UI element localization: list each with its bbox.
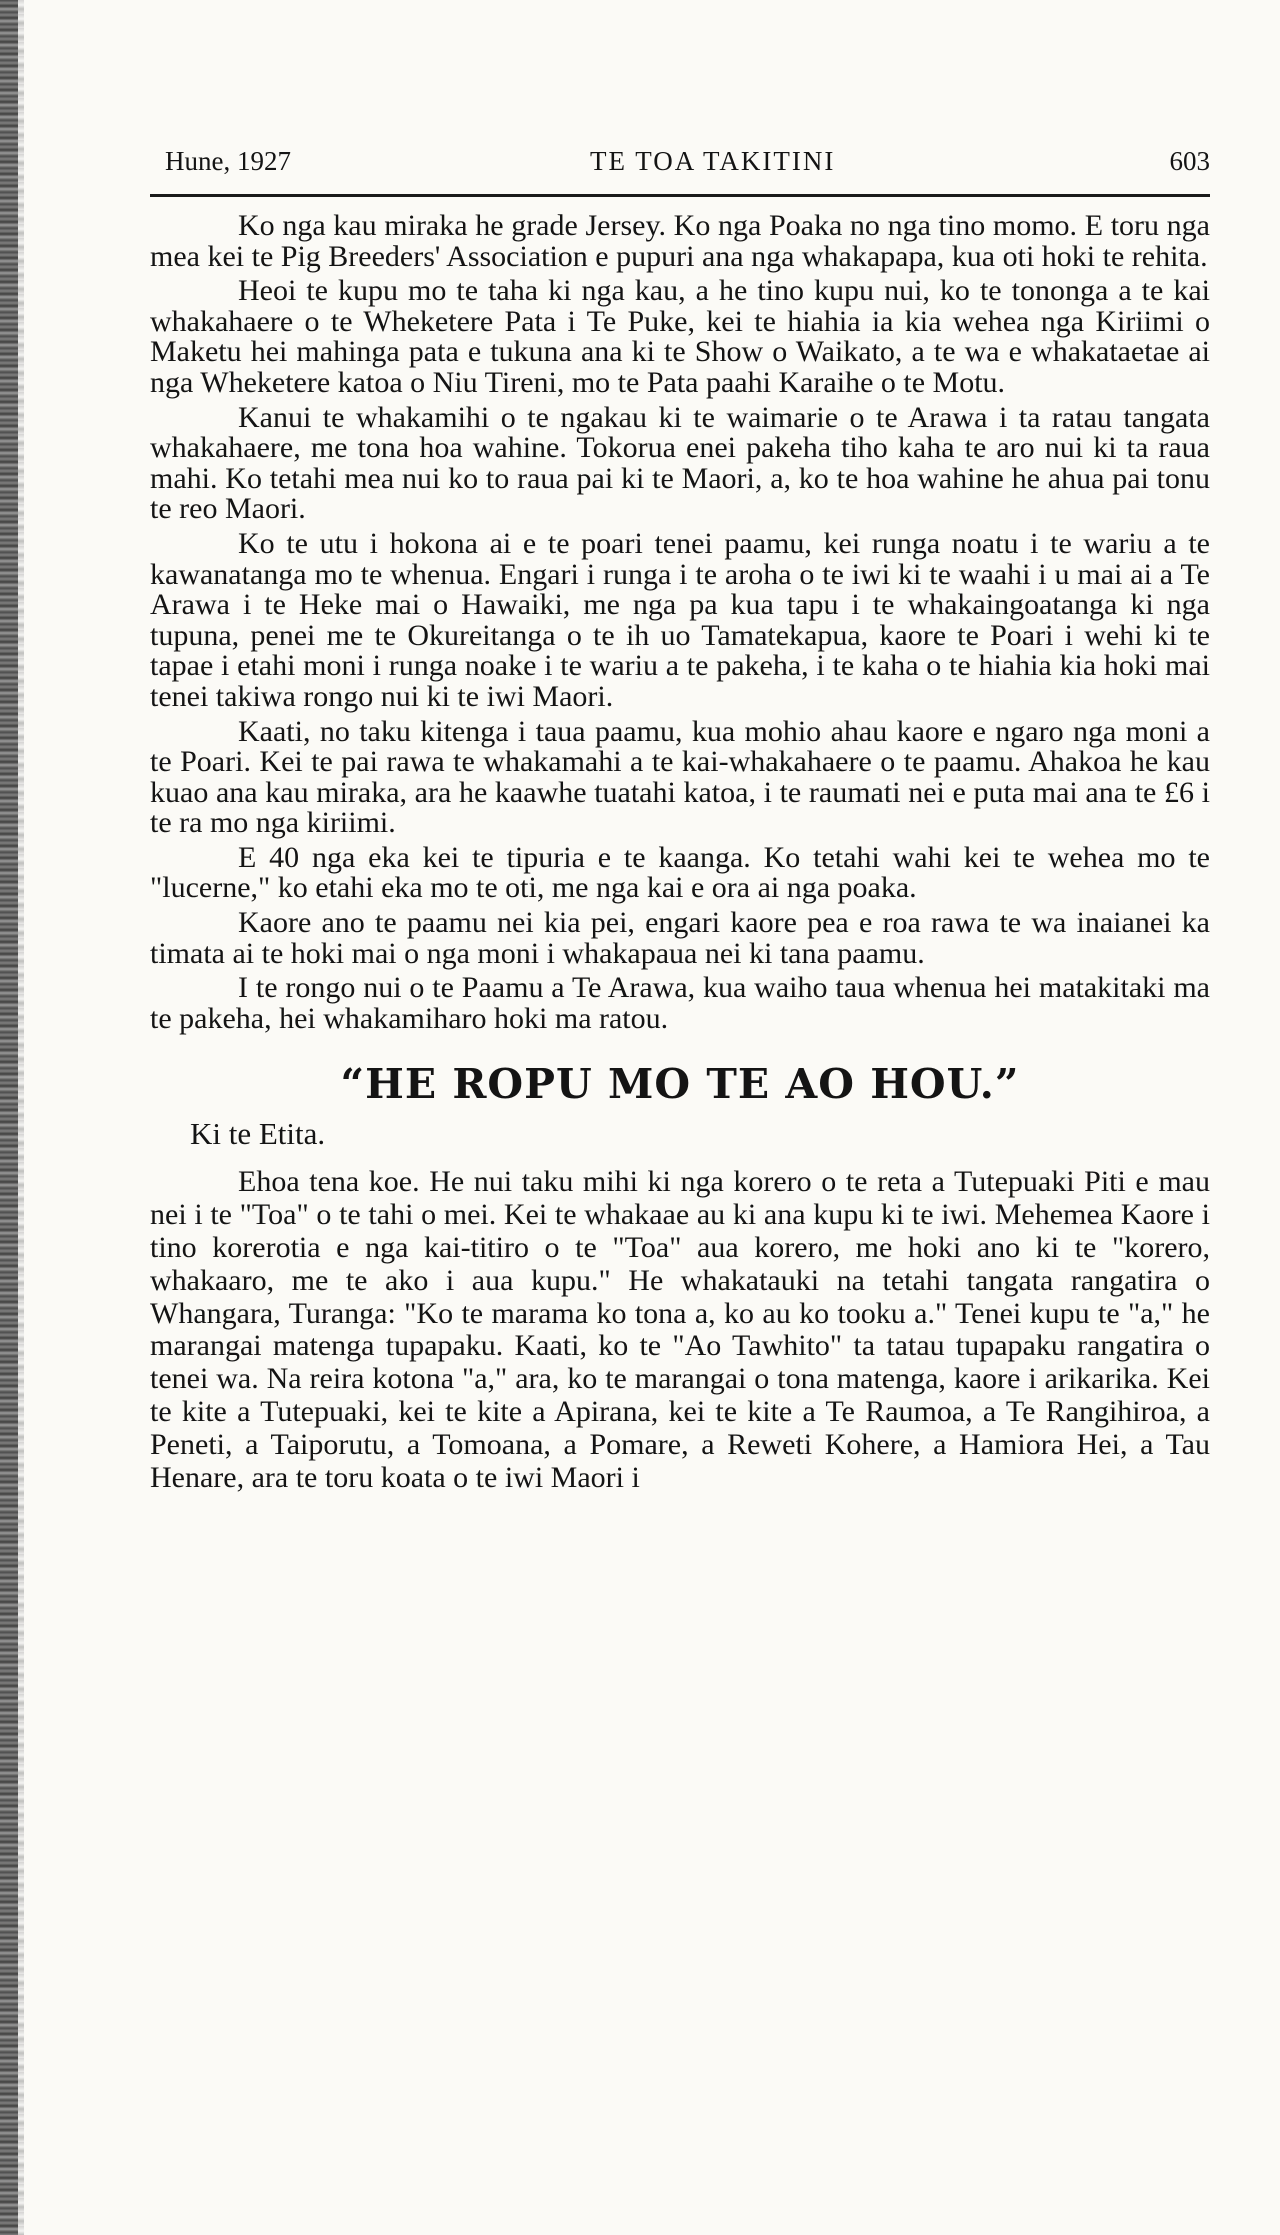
header-page-number: 603	[1169, 146, 1210, 176]
paragraph: Kaati, no taku kitenga i taua paamu, kua mohio ahau kaore e ngaro nga moni a te Poari. Kei te pai rawa te whakamahi a te kai-whakahaere o te paamu. Ahakoa he kau kuao ana kau miraka, ara he kaawhe tuatahi katoa, i te raumati nei e puta mai ana te £6 i te ra mo nga kiriimi.	[150, 714, 1210, 840]
running-header	[150, 130, 1210, 197]
paragraph: I te rongo nui o te Paamu a Te Arawa, kua waiho taua whenua hei matakitaki ma te pakeha, hei whakamiharo hoki ma ratou.	[150, 971, 1210, 1035]
paragraph: E 40 nga eka kei te tipuria e te kaanga. Ko tetahi wahi kei te wehea mo te "lucerne," ko etahi eka mo te oti, me nga kai e ora ai nga poaka.	[150, 840, 1210, 905]
article-body	[150, 211, 1210, 1034]
letter-salutation: Ki te Etita.	[190, 1116, 326, 1152]
paragraph: Ko te utu i hokona ai e te poari tenei paamu, kei runga noatu i te wariu a te kawanatanga mo te whenua. Engari i runga i te aroha o te iwi ki te waahi i u mai ai a Te Arawa i te Heke mai o Hawaiki, me nga pa kua tapu i te whakaingoatanga ki nga tupuna, penei me te Okureitanga o te ih uo Tamatekapua, kaore te Poari i wehi ki te tapae i etahi moni i runga noake i te wariu a te pakeha, i te kaha o te hiahia kia hoki mai tenei takiwa rongo nui ki te iwi Maori.	[150, 526, 1210, 713]
header-date: Hune, 1927	[165, 146, 291, 176]
paragraph: Ko nga kau miraka he grade Jersey. Ko nga Poaka no nga tino momo. E toru nga mea kei te Pig Breeders' Association e pupuri ana nga whakapapa, kua oti hoki te rehita.	[150, 209, 1210, 273]
document-page	[150, 130, 1210, 1494]
paragraph: Kanui te whakamihi o te ngakau ki te waimarie o te Arawa i ta ratau tangata whakahaere, me tona hoa wahine. Tokorua enei pakeha tiho kaha te aro nui ki ta raua mahi. Ko tetahi mea nui ko to raua pai ki te Maori, a, ko te hoa wahine he ahua pai tonu te reo Maori.	[150, 400, 1210, 526]
letter-paragraph: Ehoa tena koe. He nui taku mihi ki nga korero o te reta a Tutepuaki Piti e mau nei i te "Toa" o te tahi o mei. Kei te whakaae au ki ana kupu ki te iwi. Mehemea Kaore i tino korerotia e nga kai-titiro o te "Toa" aua korero, me hoki ano ki te "korero, whakaaro, me te ako i aua kupu." He whakatauki na tetahi tangata rangatira o Whangara, Turanga: "Ko te marama ko tona a, ko au ko tooku a." Tenei kupu te "a," he marangai matenga tupapaku. Kaati, ko te "Ao Tawhito" ta tatau tupapaku rangatira o tenei wa. Na reira kotona "a," ara, ko te marangai o tona matenga, kaore i arikarika. Kei te kite a Tutepuaki, kei te kite a Apirana, kei te kite a Te Raumoa, a Te Rangihiroa, a Peneti, a Taiporutu, a Tomoana, a Pomare, a Reweti Kohere, a Hamiora Hei, a Tau Henare, ara te toru koata o te iwi Maori i	[150, 1165, 1210, 1494]
scan-binding-edge	[0, 0, 18, 2235]
section-heading: “HE ROPU MO TE AO HOU.”	[340, 1060, 1020, 1109]
paragraph: Heoi te kupu mo te taha ki nga kau, a he tino kupu nui, ko te tononga a te kai whakahaere o te Wheketere Pata i Te Puke, kei te hiahia ia kia wehea nga Kiriimi o Maketu hei mahinga pata e tukuna ana ki te Show o Waikato, a te wa e whakataetae ai nga Wheketere katoa o Niu Tireni, mo te Pata paahi Karaihe o te Motu.	[150, 274, 1210, 399]
scan-binding-shadow	[18, 0, 24, 2235]
paragraph: Kaore ano te paamu nei kia pei, engari kaore pea e roa rawa te wa inaianei ka timata ai te hoki mai o nga moni i whakapaua nei ki tana paamu.	[150, 906, 1210, 970]
header-publication-title: TE TOA TAKITINI	[590, 146, 836, 176]
